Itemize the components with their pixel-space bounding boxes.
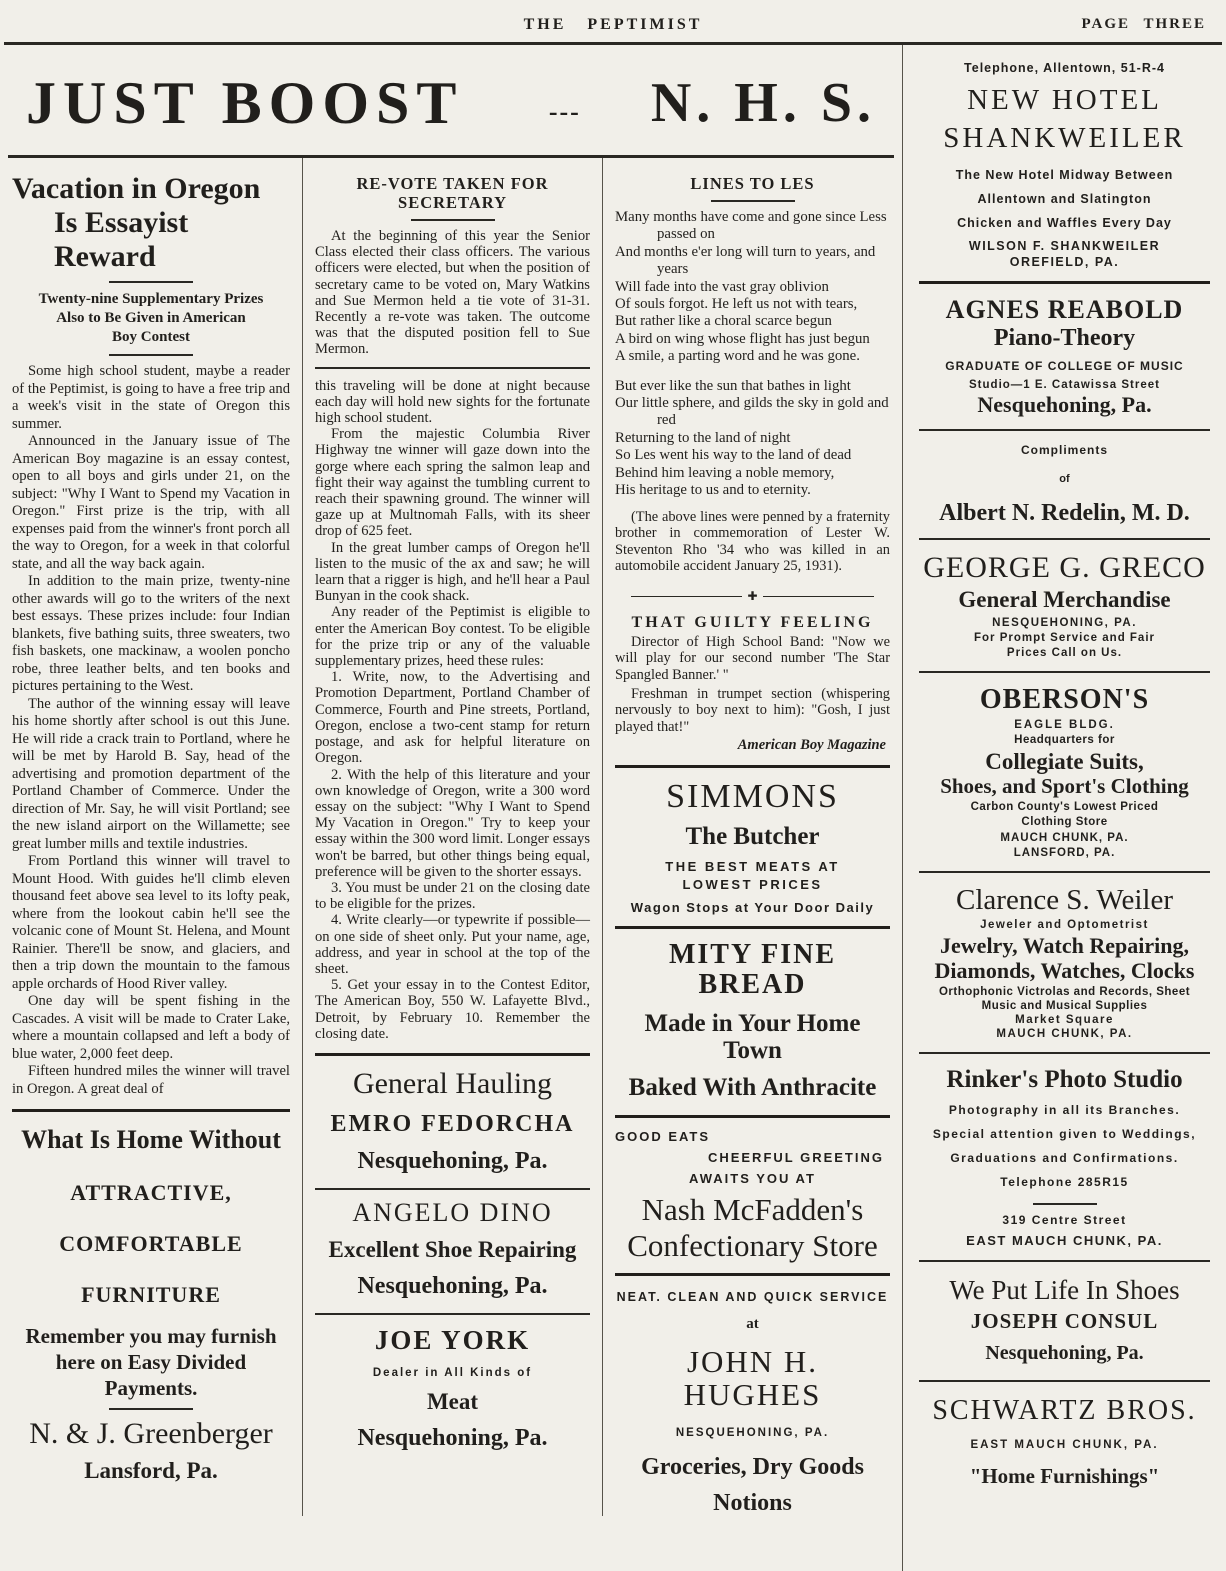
ad-line: Special attention given to Weddings, [932, 1127, 1197, 1141]
dino-shoe-repair-ad [315, 1199, 590, 1299]
oberson-clothing-ad [919, 685, 1210, 859]
redelin-compliments-ad [919, 443, 1210, 526]
weiler-jeweler-ad [919, 885, 1210, 1040]
ad-line: General Merchandise [958, 587, 1171, 612]
advertiser-city: Nesquehoning, Pa. [977, 392, 1152, 417]
ad-line: Photography in all its Branches. [948, 1103, 1181, 1117]
section-rule [315, 1053, 590, 1056]
section-rule [315, 367, 590, 369]
column-1 [0, 158, 302, 1516]
ad-line: NEAT. CLEAN AND QUICK SERVICE [616, 1290, 889, 1305]
section-rule [919, 1260, 1210, 1262]
article-headline: Is Essayist Reward [54, 206, 189, 273]
mity-fine-bread-ad [615, 940, 890, 1101]
section-rule [919, 1052, 1210, 1054]
advertiser-city: Lansford, Pa. [84, 1458, 218, 1483]
advertiser-name: WILSON F. SHANKWEILER [968, 239, 1161, 253]
ad-line: Headquarters for [1014, 734, 1115, 746]
advertiser-name: N. & J. Greenberger [29, 1417, 273, 1450]
article-headline: Vacation in Oregon [12, 172, 261, 205]
poem-line: But rather like a choral scarce begun [615, 313, 832, 330]
ad-line: EAGLE BLDG. [1014, 719, 1115, 731]
ad-line: CHEERFUL GREETING [707, 1150, 884, 1166]
advertiser-name: SIMMONS [666, 778, 839, 816]
poem-stanza [615, 378, 890, 500]
section-rule [919, 429, 1210, 431]
simmons-butcher-ad [615, 779, 890, 915]
ad-line: GOOD EATS [615, 1129, 711, 1145]
ad-line: Piano-Theory [993, 325, 1136, 351]
article-paragraph: The author of the winning essay will leave his home shortly after school is out this June. He will ride a crack train to Portland, where he will be met by Harold B. Say, head of the advertising and promotion department of the Portland Chamber of Commerce. Under the direction of Mr. Say, he will visit Portland; see the new island airport on the Willamette; see great lumber mills and textile industries. [12, 695, 290, 852]
poem-line: His heritage to us and to eternity. [615, 482, 811, 499]
ad-line: Shoes, and Sport's Clothing [940, 774, 1189, 798]
banner-headline [0, 45, 902, 151]
ad-line: The Butcher [685, 823, 820, 851]
poem-line: Of souls forgot. He left us not with tears, [615, 296, 858, 313]
divider-line [763, 596, 874, 597]
article-paragraph: From Portland this winner will travel to Mount Hood. With guides he'll climb eleven thousand feet above sea level to its lofty peak, where from the lookout cabin he'll see the volcanic cone of Mount St. Helena, and Mount Rainier. There'll be snow, and glaciers, and then a trip down the mountain to the famous apple orchards of Hood River valley. [12, 853, 290, 992]
article-headline: THAT GUILTY FEELING [631, 613, 874, 631]
article-paragraph: 4. Write clearly—or typewrite if possible—on one side of sheet only. Put your name, age, address, and year in school at the top of the sheet. [315, 912, 590, 977]
section-rule [919, 538, 1210, 540]
ad-line: Jeweler and Optometrist [980, 919, 1149, 931]
masthead: THE PEPTIMIST [523, 16, 703, 33]
ad-address: Market Square [1015, 1014, 1114, 1026]
cross-ornament-divider [631, 589, 874, 604]
poem-stanza [615, 209, 890, 366]
ad-line: FURNITURE [81, 1282, 221, 1307]
advertiser-city: Nesquehoning, Pa. [357, 1272, 548, 1299]
shankweiler-hotel-ad [919, 61, 1210, 269]
ad-line: Notions [713, 1490, 792, 1517]
advertiser-name: Confectionary Store [627, 1228, 878, 1264]
left-zone [0, 45, 902, 1571]
divider-line [631, 596, 742, 597]
ad-line: Music and Musical Supplies [981, 1000, 1148, 1012]
advertiser-city: NESQUEHONING, PA. [992, 617, 1137, 629]
section-rule [919, 1380, 1210, 1382]
advertiser-name: JOHN H. HUGHES [683, 1344, 822, 1413]
ad-line: Compliments [1020, 443, 1108, 457]
advertiser-name: AGNES REABOLD [945, 295, 1184, 324]
advertiser-name: Albert N. Redelin, M. D. [939, 500, 1190, 526]
poem-headline: LINES TO LES [690, 174, 815, 193]
ad-line: Baked With Anthracite [628, 1074, 877, 1102]
poem-line: Will fade into the vast gray oblivion [615, 278, 829, 295]
page-body [0, 45, 1226, 1571]
ad-line: Chicken and Waffles Every Day [957, 216, 1172, 230]
ad-line: COMFORTABLE [59, 1231, 243, 1256]
article-paragraph: In addition to the main prize, twenty-nine other awards will go to the writers of the next best essays. These prizes include: four Indian blankets, five bathing suits, three sweaters, two fish baskets, one mackinaw, a woolen poncho robe, three leather belts, and ten books and pictures pertaining to the West. [12, 573, 290, 694]
ad-phone: Telephone, Allentown, 51-R-4 [964, 61, 1165, 75]
advertiser-name: SHANKWEILER [943, 122, 1186, 154]
section-rule [109, 354, 193, 356]
article-deck: Also to Be Given in American [56, 310, 246, 326]
cross-icon: ✚ [747, 588, 758, 603]
section-rule [411, 219, 495, 221]
ad-line: Graduations and Confirmations. [950, 1151, 1179, 1165]
ad-tagline: "Home Furnishings" [969, 1464, 1160, 1488]
ad-headline: What Is Home Without [21, 1125, 281, 1154]
article-paragraph: Fifteen hundred miles the winner will travel in Oregon. A great deal of [12, 1063, 290, 1097]
section-rule [919, 281, 1210, 284]
section-rule [12, 1109, 290, 1112]
section-rule [109, 1408, 193, 1410]
ad-tagline: Remember you may furnish here on Easy Divided Payments. [25, 1324, 277, 1400]
reabold-piano-ad [919, 296, 1210, 417]
section-rule [919, 671, 1210, 673]
ad-line: For Prompt Service and Fair [973, 632, 1155, 644]
article-byline: American Boy Magazine [737, 737, 886, 754]
article-paragraph: 2. With the help of this literature and your own knowledge of Oregon, write a 300 word essay on the subject: "Why I Want to Spend My Vacation in Oregon." Try to keep your essay within the 300 word limit. Longer essays won't be barred, but other things being equal, preference will be given to the shorter essays. [315, 766, 590, 880]
column-4 [902, 45, 1226, 1571]
advertiser-name: EMRO FEDORCHA [330, 1110, 575, 1137]
article-paragraph: In the great lumber camps of Oregon he'll listen to the music of the ax and saw; he will learn that a rigger is high, and he'll hear a Paul Bunyan in the cook shack. [315, 539, 590, 605]
john-hughes-ad [615, 1290, 890, 1516]
ad-phone: Telephone 285R15 [1000, 1175, 1129, 1189]
ad-line: Excellent Shoe Repairing [328, 1236, 577, 1262]
section-rule [919, 871, 1210, 873]
poem-line: And months e'er long will turn to years, and years [615, 243, 876, 278]
schwartz-bros-ad [919, 1396, 1210, 1488]
ad-line: at [746, 1316, 759, 1333]
ad-headline: General Hauling [352, 1066, 553, 1100]
advertiser-city: NESQUEHONING, PA. [675, 1427, 830, 1440]
advertiser-name: Nash McFadden's [641, 1192, 864, 1228]
greco-merchandise-ad [919, 552, 1210, 659]
poem-line: A smile, a parting word and he was gone. [615, 348, 860, 365]
article-paragraph: One day will be spent fishing in the Cascades. A visit will be made to Crater Lake, where a mountain collapsed and left a body of blue water, 2,000 feet deep. [12, 993, 290, 1062]
advertiser-name: Clarence S. Weiler [956, 884, 1173, 916]
advertiser-name: NEW HOTEL [967, 84, 1162, 116]
section-rule [711, 200, 795, 202]
column-3 [602, 158, 902, 1516]
ad-headline: MITY FINE BREAD [668, 939, 837, 1001]
ad-line: Allentown and Slatington [977, 192, 1152, 206]
column-row [0, 158, 902, 1516]
section-rule [615, 1115, 890, 1118]
section-rule [1033, 1203, 1097, 1205]
page-number: PAGE THREE [1081, 16, 1206, 32]
ad-line: THE BEST MEATS AT LOWEST PRICES [665, 859, 840, 893]
ad-line: Prices Call on Us. [1006, 647, 1123, 659]
article-deck: Twenty-nine Supplementary Prizes [38, 291, 264, 307]
advertiser-name: OBERSON'S [979, 684, 1150, 715]
ad-line: Groceries, Dry Goods [641, 1454, 864, 1481]
ad-line: Jewelry, Watch Repairing, [940, 933, 1189, 958]
ad-line: GRADUATE OF COLLEGE OF MUSIC [945, 359, 1184, 373]
poem-line: So Les went his way to the land of dead [615, 447, 852, 464]
ad-line: Carbon County's Lowest Priced [970, 801, 1159, 813]
ad-line: ATTRACTIVE, [70, 1180, 232, 1205]
article-paragraph: 5. Get your essay in to the Contest Editor, The American Boy, 550 W. Lafayette Blvd., Detroit, by February 10. Remember the closing date. [315, 977, 590, 1042]
section-rule [615, 765, 890, 768]
ad-line: Meat [426, 1388, 479, 1414]
poem-line: Many months have come and gone since Less passed on [615, 209, 887, 243]
article-paragraph: this traveling will be done at night because each day will hold new sights for the fortunate high school student. [315, 377, 590, 427]
advertiser-city: EAST MAUCH CHUNK, PA. [970, 1439, 1159, 1451]
section-rule [109, 281, 193, 283]
poem-line: Behind him leaving a noble memory, [615, 464, 835, 481]
advertiser-name: ANGELO DINO [352, 1197, 553, 1227]
poem-line: A bird on wing whose flight has just begun [615, 330, 870, 347]
rinker-photo-studio-ad [919, 1066, 1210, 1248]
page-header [0, 0, 1226, 42]
ad-line: Clothing Store [1021, 816, 1108, 828]
advertiser-city: Nesquehoning, Pa. [985, 1342, 1144, 1364]
stanza-gap [615, 366, 890, 378]
article-paragraph: From the majestic Columbia River Highway tne winner will gaze down into the gorge where each spring the salmon leap and fight their way against the tumbling current to reach their spawning ground. The winner will gaze up at Multnomah Falls, with its sheer drop of 625 feet. [315, 426, 590, 540]
banner-text-left: JUST BOOST [26, 69, 464, 136]
article-paragraph: Some high school student, maybe a reader of the Peptimist, is going to have a free trip and a week's visit in the state of Oregon this summer. [12, 363, 290, 432]
section-rule [615, 1273, 890, 1276]
advertiser-city: MAUCH CHUNK, PA. [1000, 832, 1129, 844]
advertiser-city: Nesquehoning, Pa. [357, 1424, 548, 1451]
article-paragraph: Announced in the January issue of The American Boy magazine is an essay contest, open to all boys and girls under 21, on the subject: "Why I Want to Spend my Vacation in Oregon." First prize is the trip, with all expenses paid from the winner's front porch all the way to Oregon, for a week in that colorful state, and all the way back again. [12, 433, 290, 572]
ad-line: Wagon Stops at Your Door Daily [630, 900, 875, 916]
ad-address: Studio—1 E. Catawissa Street [969, 379, 1160, 391]
ad-line: Collegiate Suits, [985, 749, 1144, 774]
advertiser-name: JOSEPH CONSUL [970, 1309, 1159, 1333]
ad-line: Diamonds, Watches, Clocks [934, 958, 1195, 983]
poem-note: (The above lines were penned by a fraternity brother in commemoration of Lester W. Steventon Rho '34 who was killed in an automobile accident January 25, 1931). [615, 508, 890, 574]
ad-line: Dealer in All Kinds of [372, 1366, 533, 1379]
advertiser-city: LANSFORD, PA. [1013, 847, 1116, 859]
joe-york-meat-ad [315, 1326, 590, 1451]
greenberger-furniture-ad [12, 1126, 290, 1483]
section-rule [615, 926, 890, 929]
article-paragraph: 3. You must be under 21 on the closing date to be eligible for the prizes. [315, 879, 590, 913]
ad-headline: We Put Life In Shoes [949, 1275, 1180, 1305]
article-paragraph: At the beginning of this year the Senior Class elected their class officers. The various officers were elected, but when the position of secretary came to be voted on, Mary Watkins and Sue Mermon held a tie vote of 31-31. Recently a re-vote was taken. The outcome was that the disputed position fell to Sue Mermon. [315, 228, 590, 358]
advertiser-name: Rinker's Photo Studio [946, 1066, 1183, 1093]
article-deck: Boy Contest [112, 329, 190, 345]
consul-shoes-ad [919, 1276, 1210, 1364]
article-paragraph: Director of High School Band: "Now we will play for our second number 'The Star Spangled Banner.' " [615, 633, 890, 684]
poem-line: Returning to the land of night [615, 429, 791, 446]
advertiser-name: JOE YORK [374, 1324, 531, 1355]
article-paragraph: 1. Write, now, to the Advertising and Promotion Department, Portland Chamber of Commerce, Fourth and Pine streets, Portland, Oregon, enclose a two-cent stamp for return postage, and ask for helpful literature on Oregon. [315, 669, 590, 767]
ad-line: of [1059, 473, 1070, 485]
banner-text-right: N. H. S. [650, 72, 876, 134]
section-rule [315, 1313, 590, 1315]
poem-line: But ever like the sun that bathes in light [615, 377, 851, 394]
advertiser-name: GEORGE G. GRECO [923, 551, 1206, 584]
ad-line: AWAITS YOU AT [689, 1171, 816, 1187]
ad-line: The New Hotel Midway Between [955, 168, 1174, 182]
advertiser-city: OREFIELD, PA. [1009, 255, 1120, 269]
nash-mcfadden-ad [615, 1129, 890, 1262]
column-2 [302, 158, 602, 1516]
ad-address: 319 Centre Street [1002, 1213, 1127, 1227]
article-paragraph: Freshman in trumpet section (whispering nervously to boy next to him): "Gosh, I just played that!" [615, 685, 890, 735]
ad-line: Orthophonic Victrolas and Records, Sheet [938, 986, 1191, 998]
ad-line: Made in Your Home Town [644, 1010, 861, 1065]
banner-dashes: --- [548, 97, 581, 126]
article-paragraph: Any reader of the Peptimist is eligible to enter the American Boy contest. To be eligible for the prize trip or any of the valuable supplementary prizes, heed these rules: [315, 604, 590, 670]
advertiser-city: EAST MAUCH CHUNK, PA. [966, 1233, 1163, 1248]
advertiser-city: Nesquehoning, Pa. [357, 1147, 548, 1174]
advertiser-name: SCHWARTZ BROS. [932, 1395, 1197, 1426]
article-headline: RE-VOTE TAKEN FOR SECRETARY [356, 174, 549, 212]
poem-line: Our little sphere, and gilds the sky in gold and red [615, 395, 889, 429]
fedorcha-hauling-ad [315, 1067, 590, 1174]
section-rule [315, 1188, 590, 1190]
advertiser-city: MAUCH CHUNK, PA. [996, 1028, 1133, 1040]
